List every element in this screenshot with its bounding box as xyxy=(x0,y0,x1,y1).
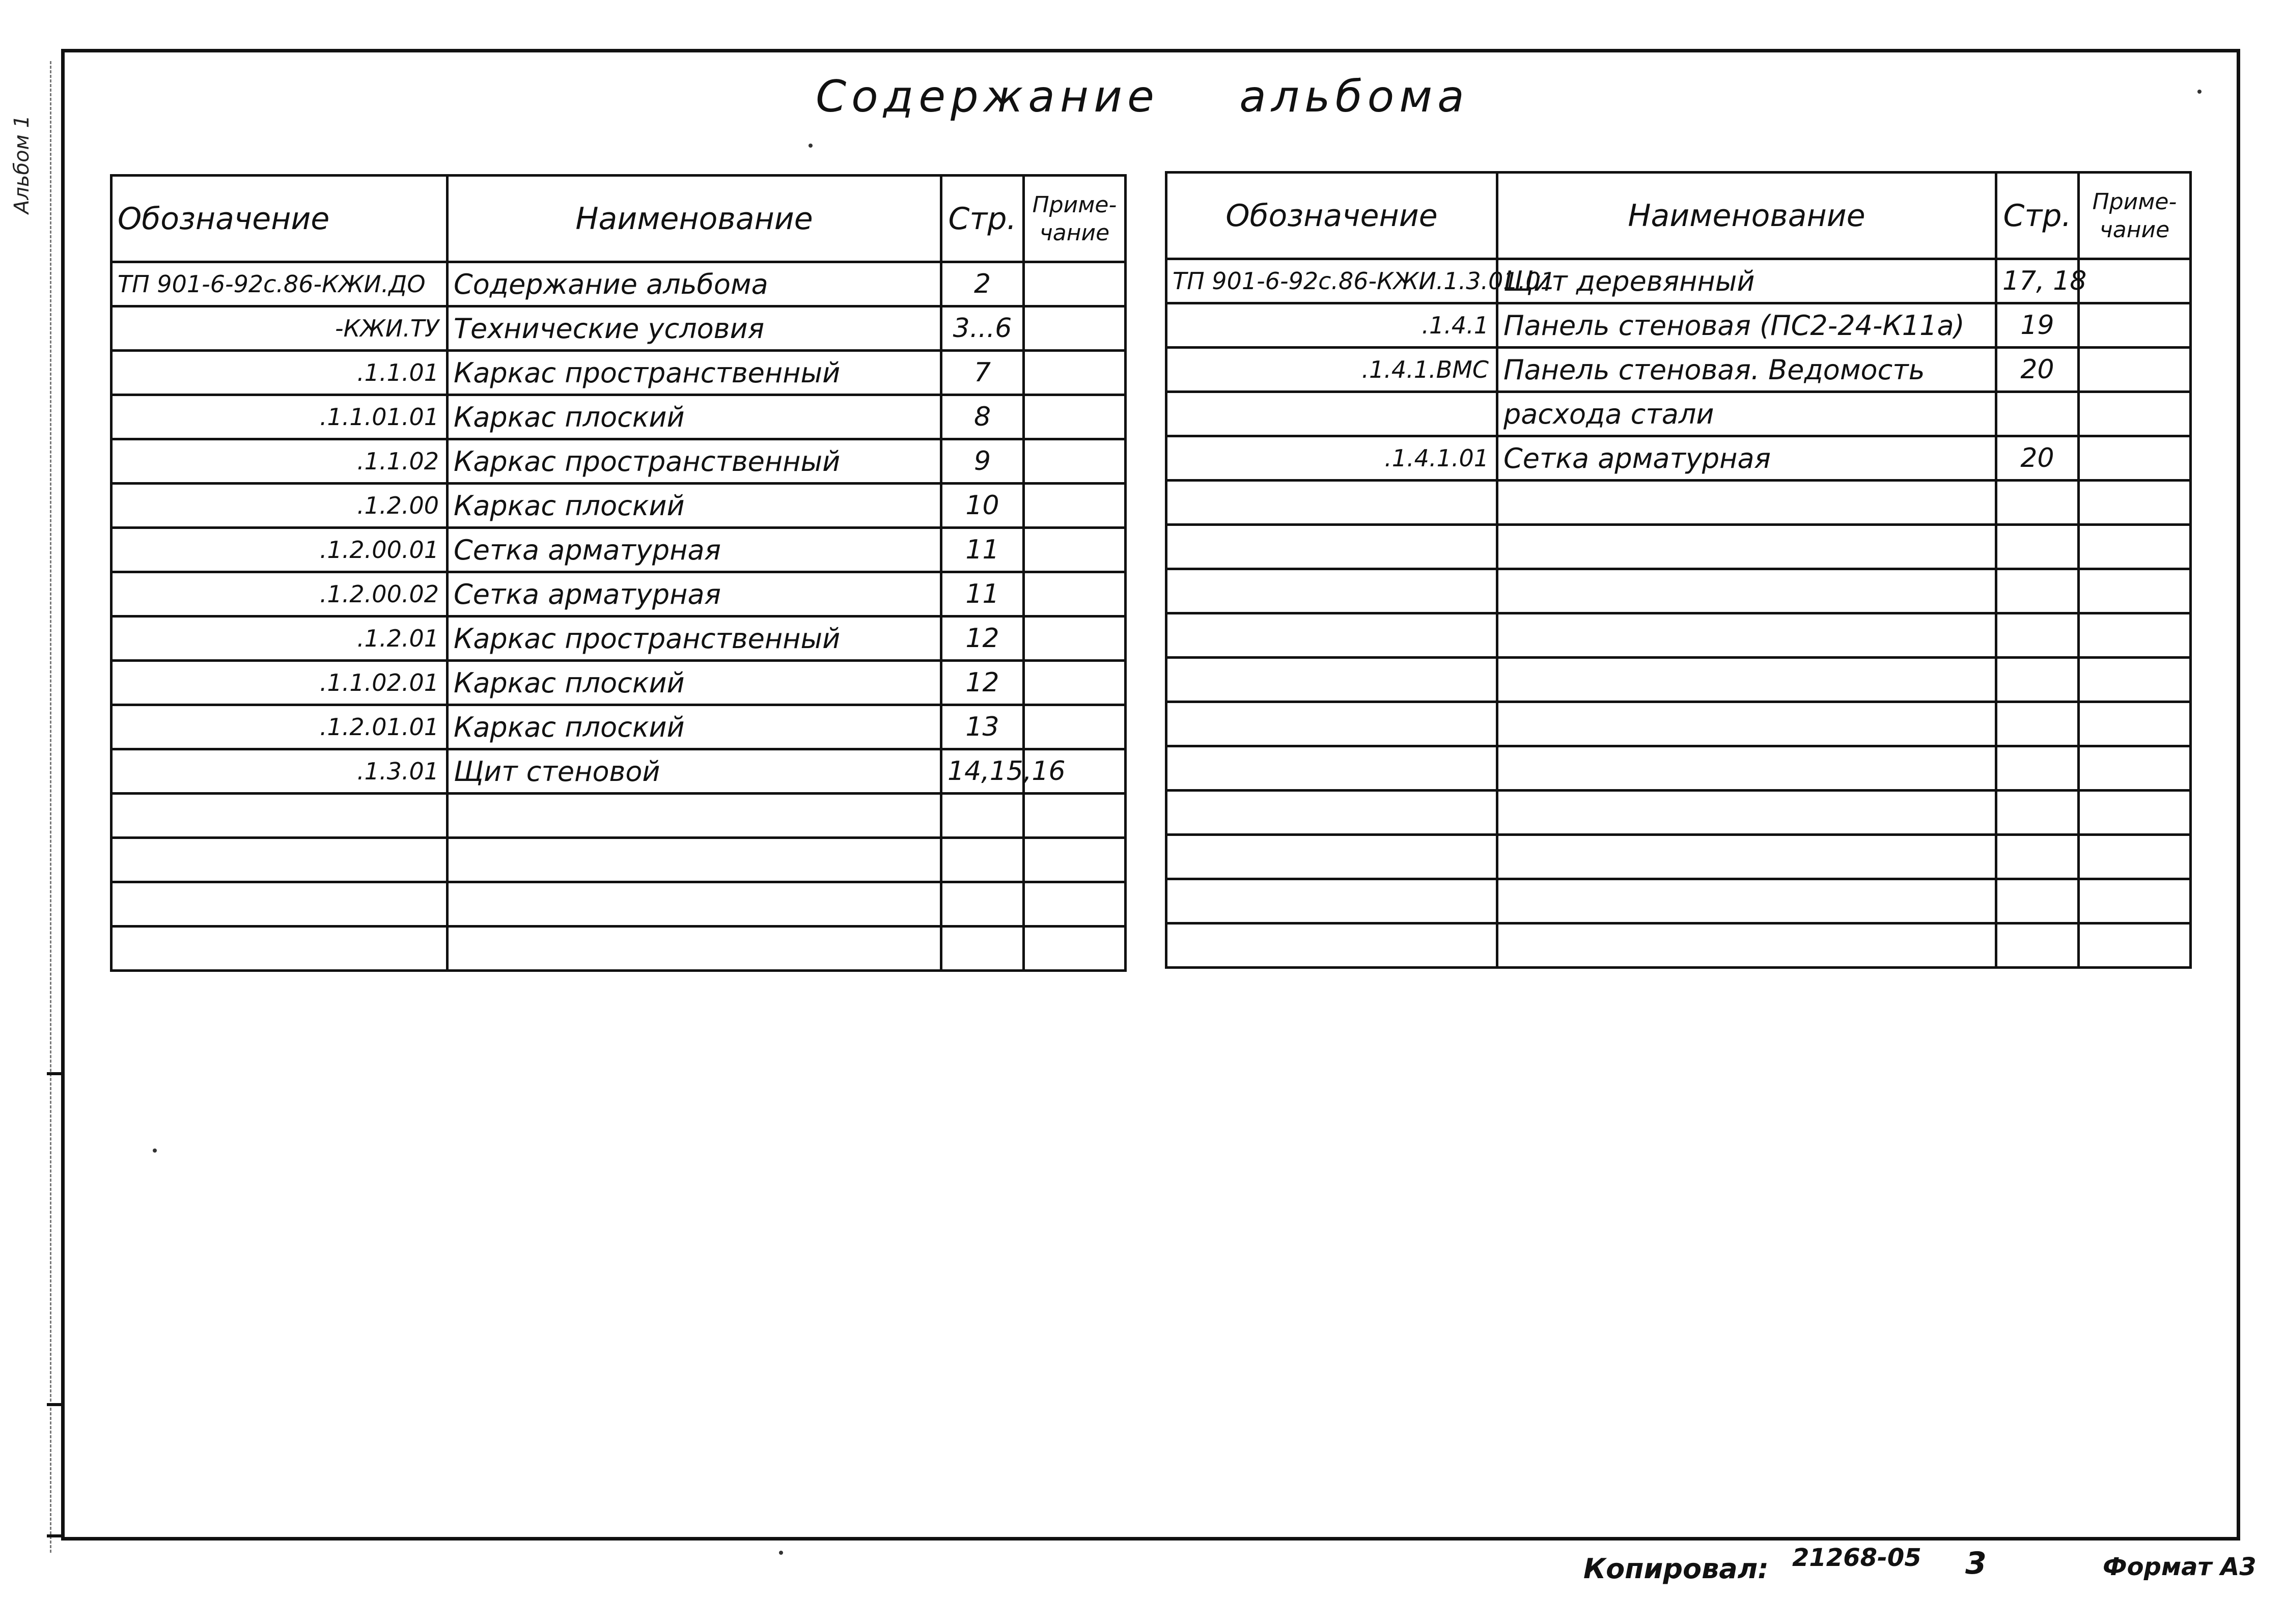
table-row xyxy=(1166,481,2191,525)
name-cell: Содержание альбома xyxy=(448,262,941,306)
table-row xyxy=(1166,303,2191,348)
table-row xyxy=(1166,923,2191,968)
table-row xyxy=(112,439,1126,484)
designation-cell: .1.2.00.02 xyxy=(112,572,448,617)
table-row xyxy=(112,794,1126,838)
name-cell xyxy=(1497,923,1996,968)
name-cell xyxy=(1497,481,1996,525)
designation-cell: .1.2.01.01 xyxy=(112,705,448,749)
name-cell: Сетка арматурная xyxy=(1497,436,1996,481)
page-header: Стр. xyxy=(941,176,1024,262)
page-cell: 11 xyxy=(941,528,1024,572)
page-cell xyxy=(1996,525,2079,569)
note-cell xyxy=(2079,481,2191,525)
page-cell xyxy=(1996,392,2079,436)
binding-margin-line xyxy=(50,61,54,1553)
designation-cell: .1.3.01 xyxy=(112,749,448,794)
table-row xyxy=(1166,791,2191,835)
note-header: Приме-чание xyxy=(2079,173,2191,259)
note-cell xyxy=(1024,882,1126,927)
designation-cell xyxy=(112,838,448,882)
table-row xyxy=(1166,746,2191,791)
designation-cell: .1.1.02 xyxy=(112,439,448,484)
table-row xyxy=(112,617,1126,661)
designation-cell: .1.4.1.01 xyxy=(1166,436,1497,481)
page-cell xyxy=(941,882,1024,927)
page-cell: 10 xyxy=(941,484,1024,528)
page-cell: 2 xyxy=(941,262,1024,306)
page-title: Содержание альбома xyxy=(816,71,1469,122)
note-cell xyxy=(1024,439,1126,484)
name-cell xyxy=(448,927,941,971)
note-cell xyxy=(2079,613,2191,658)
note-cell xyxy=(2079,658,2191,702)
designation-cell: .1.4.1.ВМС xyxy=(1166,348,1497,392)
note-cell xyxy=(2079,746,2191,791)
side-album-label: Альбом 1 xyxy=(10,115,34,214)
note-cell xyxy=(2079,525,2191,569)
table-row xyxy=(112,927,1126,971)
table-row xyxy=(1166,392,2191,436)
page-cell: 17, 18 xyxy=(1996,259,2079,303)
copied-by-label: Копировал: xyxy=(1583,1553,1769,1585)
note-cell xyxy=(1024,572,1126,617)
page-cell: 9 xyxy=(941,439,1024,484)
page-cell: 8 xyxy=(941,395,1024,439)
page-cell xyxy=(941,794,1024,838)
note-cell xyxy=(2079,259,2191,303)
table-row xyxy=(112,262,1126,306)
name-header: Наименование xyxy=(1497,173,1996,259)
note-cell xyxy=(1024,617,1126,661)
designation-cell: ТП 901-6-92с.86-КЖИ.1.3.01.01 xyxy=(1166,259,1497,303)
table-row xyxy=(112,661,1126,705)
page-cell: 7 xyxy=(941,351,1024,395)
table-header-row xyxy=(112,176,1126,262)
note-cell xyxy=(2079,348,2191,392)
name-cell xyxy=(1497,791,1996,835)
table-row xyxy=(1166,658,2191,702)
name-cell: Сетка арматурная xyxy=(448,528,941,572)
page-cell xyxy=(1996,481,2079,525)
name-cell xyxy=(448,838,941,882)
page-cell xyxy=(1996,702,2079,746)
designation-cell: .1.2.00 xyxy=(112,484,448,528)
note-cell xyxy=(2079,702,2191,746)
name-cell xyxy=(1497,746,1996,791)
page-cell: 12 xyxy=(941,661,1024,705)
designation-cell xyxy=(1166,746,1497,791)
format-label: Формат А3 xyxy=(2103,1553,2256,1581)
name-cell: Каркас пространственный xyxy=(448,351,941,395)
table-row xyxy=(1166,613,2191,658)
note-cell xyxy=(2079,923,2191,968)
page-cell xyxy=(1996,613,2079,658)
name-cell xyxy=(1497,613,1996,658)
designation-cell xyxy=(1166,791,1497,835)
name-cell: Панель стеновая (ПС2-24-К11а) xyxy=(1497,303,1996,348)
table-row xyxy=(1166,702,2191,746)
note-cell xyxy=(1024,262,1126,306)
page-cell: 19 xyxy=(1996,303,2079,348)
note-cell xyxy=(1024,927,1126,971)
designation-header: Обозначение xyxy=(112,176,448,262)
note-cell xyxy=(1024,705,1126,749)
scan-speck xyxy=(779,1551,783,1555)
note-header: Приме-чание xyxy=(1024,176,1126,262)
designation-cell: .1.2.01 xyxy=(112,617,448,661)
contents-table-right xyxy=(1165,171,2192,969)
table-row xyxy=(112,528,1126,572)
page-cell: 3...6 xyxy=(941,306,1024,351)
page-cell xyxy=(941,838,1024,882)
designation-cell xyxy=(1166,879,1497,923)
page-cell xyxy=(941,927,1024,971)
page-cell: 14,15,16 xyxy=(941,749,1024,794)
name-cell xyxy=(1497,525,1996,569)
designation-cell xyxy=(1166,658,1497,702)
page-cell: 20 xyxy=(1996,348,2079,392)
designation-cell xyxy=(1166,613,1497,658)
name-cell: Сетка арматурная xyxy=(448,572,941,617)
name-cell xyxy=(1497,658,1996,702)
table-row xyxy=(1166,569,2191,613)
contents-table-left xyxy=(110,174,1127,972)
note-cell xyxy=(2079,791,2191,835)
page-header: Стр. xyxy=(1996,173,2079,259)
designation-cell xyxy=(112,882,448,927)
name-cell: расхода стали xyxy=(1497,392,1996,436)
designation-header: Обозначение xyxy=(1166,173,1497,259)
page-cell xyxy=(1996,923,2079,968)
table-row xyxy=(112,572,1126,617)
order-number: 21268-05 xyxy=(1792,1544,1921,1572)
name-cell: Технические условия xyxy=(448,306,941,351)
name-cell xyxy=(1497,879,1996,923)
designation-cell: -КЖИ.ТУ xyxy=(112,306,448,351)
note-cell xyxy=(1024,661,1126,705)
note-cell xyxy=(2079,303,2191,348)
name-cell: Каркас пространственный xyxy=(448,439,941,484)
page-cell xyxy=(1996,791,2079,835)
scan-speck xyxy=(809,144,813,148)
name-cell xyxy=(1497,569,1996,613)
name-cell: Каркас плоский xyxy=(448,705,941,749)
table-row xyxy=(112,882,1126,927)
note-cell xyxy=(1024,395,1126,439)
table-row xyxy=(112,351,1126,395)
note-cell xyxy=(2079,436,2191,481)
name-cell: Каркас пространственный xyxy=(448,617,941,661)
table-row xyxy=(112,838,1126,882)
designation-cell xyxy=(1166,569,1497,613)
name-cell: Каркас плоский xyxy=(448,661,941,705)
designation-cell xyxy=(1166,392,1497,436)
table-row xyxy=(1166,436,2191,481)
designation-cell xyxy=(1166,923,1497,968)
designation-cell: .1.2.00.01 xyxy=(112,528,448,572)
table-row xyxy=(112,705,1126,749)
name-cell: Щит деревянный xyxy=(1497,259,1996,303)
note-cell xyxy=(1024,528,1126,572)
name-cell xyxy=(1497,835,1996,879)
page-cell xyxy=(1996,658,2079,702)
page-cell: 11 xyxy=(941,572,1024,617)
name-cell: Панель стеновая. Ведомость xyxy=(1497,348,1996,392)
page-cell: 13 xyxy=(941,705,1024,749)
name-cell: Щит стеновой xyxy=(448,749,941,794)
page-cell xyxy=(1996,835,2079,879)
page-cell xyxy=(1996,879,2079,923)
note-cell xyxy=(1024,838,1126,882)
table-row xyxy=(1166,525,2191,569)
table-row xyxy=(1166,835,2191,879)
scan-speck xyxy=(153,1149,157,1153)
name-cell xyxy=(1497,702,1996,746)
designation-cell xyxy=(112,927,448,971)
note-cell xyxy=(1024,306,1126,351)
table-row xyxy=(1166,348,2191,392)
note-cell xyxy=(1024,484,1126,528)
sheet-number: 3 xyxy=(1965,1546,1987,1581)
note-cell xyxy=(2079,835,2191,879)
designation-cell xyxy=(1166,702,1497,746)
note-cell xyxy=(1024,794,1126,838)
table-row xyxy=(112,395,1126,439)
designation-cell xyxy=(112,794,448,838)
note-cell xyxy=(2079,392,2191,436)
name-cell xyxy=(448,882,941,927)
scan-speck xyxy=(2197,90,2202,94)
designation-cell xyxy=(1166,835,1497,879)
table-header-row xyxy=(1166,173,2191,259)
page-cell xyxy=(1996,746,2079,791)
designation-cell: .1.1.02.01 xyxy=(112,661,448,705)
designation-cell: .1.1.01.01 xyxy=(112,395,448,439)
page-cell: 20 xyxy=(1996,436,2079,481)
page-cell: 12 xyxy=(941,617,1024,661)
note-cell xyxy=(2079,879,2191,923)
name-cell: Каркас плоский xyxy=(448,395,941,439)
designation-cell xyxy=(1166,525,1497,569)
table-row xyxy=(112,306,1126,351)
designation-cell: .1.1.01 xyxy=(112,351,448,395)
table-row xyxy=(112,749,1126,794)
page-cell xyxy=(1996,569,2079,613)
designation-cell xyxy=(1166,481,1497,525)
name-cell: Каркас плоский xyxy=(448,484,941,528)
designation-cell: .1.4.1 xyxy=(1166,303,1497,348)
note-cell xyxy=(1024,351,1126,395)
name-cell xyxy=(448,794,941,838)
table-row xyxy=(1166,879,2191,923)
note-cell xyxy=(2079,569,2191,613)
name-header: Наименование xyxy=(448,176,941,262)
table-row xyxy=(1166,259,2191,303)
table-row xyxy=(112,484,1126,528)
designation-cell: ТП 901-6-92с.86-КЖИ.ДО xyxy=(112,262,448,306)
